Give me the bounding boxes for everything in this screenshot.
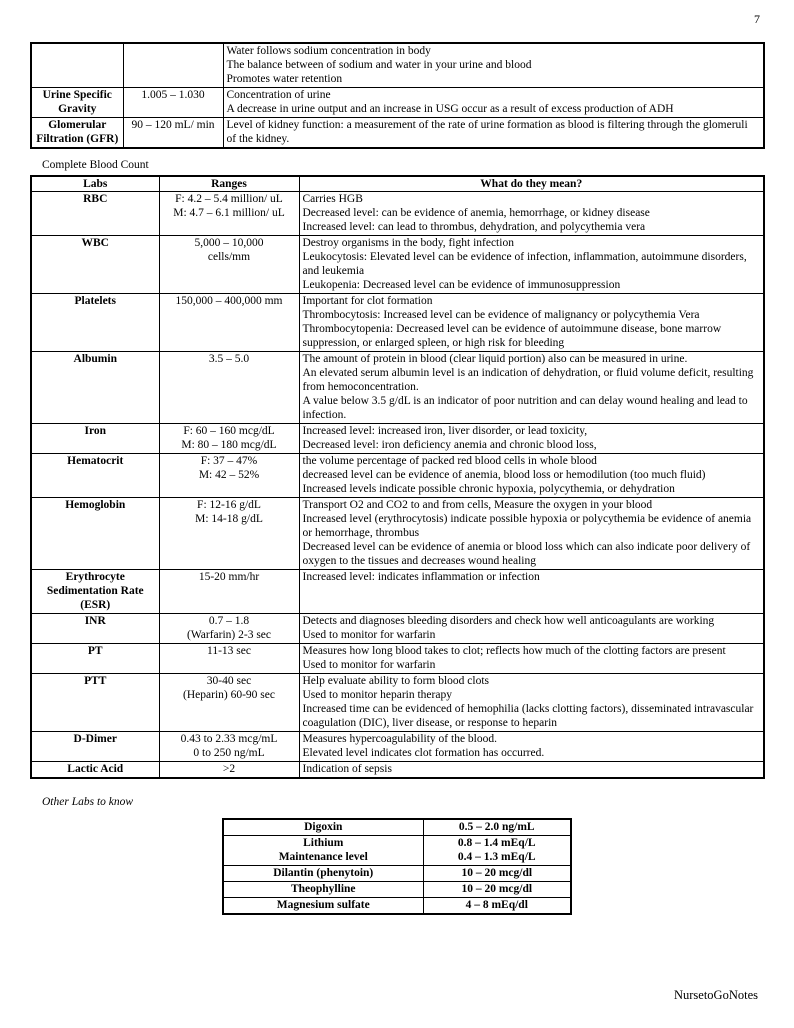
column-header-labs: Labs	[31, 176, 159, 192]
other-labs-section-title: Other Labs to know	[42, 796, 134, 808]
meaning-cell	[223, 118, 764, 149]
text-line: 3.5 – 5.0	[208, 353, 250, 365]
text-line: An elevated serum albumin level is an indication of dehydration, or fluid volume deficit, resulting from hemoconcentration.	[302, 367, 754, 393]
table-row	[223, 819, 571, 836]
range-cell	[123, 43, 223, 88]
drug-name-cell	[223, 836, 423, 866]
text-line: M: 4.7 – 6.1 million/ uL	[173, 207, 285, 219]
cbc-table-head	[31, 176, 764, 192]
text-line: 4 – 8 mEq/dl	[465, 899, 528, 911]
text-line: Increased time can be evidenced of hemophilia (lacks clotting factors), disseminated intravascular coagulation (DIC), liver disease, or response to heparin	[302, 703, 754, 729]
text-line: Increased levels indicate possible chronic hypoxia, polycythemia, or dehydration	[302, 483, 675, 495]
text-line: Help evaluate ability to form blood clots	[302, 675, 490, 687]
text-line: Used to monitor for warfarin	[302, 659, 436, 671]
text-line: Promotes water retention	[226, 73, 343, 85]
drug-name-cell	[223, 866, 423, 882]
range-cell	[159, 352, 299, 424]
lab-name-cell: Hematocrit	[31, 454, 159, 498]
text-line: Transport O2 and CO2 to and from cells, Measure the oxygen in your blood	[302, 499, 653, 511]
lab-name-cell: Urine Specific Gravity	[31, 88, 123, 118]
table-row	[31, 88, 764, 118]
text-line: 10 – 20 mcg/dl	[461, 883, 533, 895]
text-line: decreased level can be evidence of anemia, blood loss or hemodilution (too much fluid)	[302, 469, 706, 481]
text-line: 30-40 sec	[206, 675, 252, 687]
page-number: 7	[754, 12, 760, 26]
range-cell	[159, 236, 299, 294]
meaning-cell	[223, 43, 764, 88]
meaning-cell	[299, 294, 764, 352]
text-line: Measures hypercoagulability of the blood.	[302, 733, 497, 745]
meaning-cell	[299, 352, 764, 424]
text-line: Increased level (erythrocytosis) indicate possible hypoxia or polycythemia be evidence of anemia or hemorrhage, thrombus	[302, 513, 752, 539]
text-line: Thrombocytopenia: Decreased level can be evidence of autoimmune disease, bone marrow suppression, or enlarged spleen, or high risk for bleeding	[302, 323, 722, 349]
text-line: M: 42 – 52%	[198, 469, 260, 481]
range-cell: 1.005 – 1.030	[123, 88, 223, 118]
text-line: Concentration of urine	[226, 89, 331, 101]
table-row	[223, 836, 571, 866]
drug-range-cell	[423, 836, 571, 866]
range-cell	[159, 732, 299, 762]
meaning-cell	[299, 614, 764, 644]
text-line: Increased level: indicates inflammation or infection	[302, 571, 540, 583]
table-row	[31, 674, 764, 732]
table-row	[223, 866, 571, 882]
cbc-section-title: Complete Blood Count	[42, 159, 149, 171]
text-line: Elevated level indicates clot formation has occurred.	[302, 747, 545, 759]
text-line: 10 – 20 mcg/dl	[461, 867, 533, 879]
meaning-cell	[299, 644, 764, 674]
table-row	[223, 882, 571, 898]
text-line: 15-20 mm/hr	[198, 571, 260, 583]
lab-name-cell: PT	[31, 644, 159, 674]
text-line: 0.43 to 2.33 mcg/mL	[180, 733, 278, 745]
text-line: M: 80 – 180 mcg/dL	[181, 439, 277, 451]
table-row	[31, 118, 764, 149]
text-line: Lithium	[303, 837, 344, 849]
lab-name-cell: Glomerular Filtration (GFR)	[31, 118, 123, 149]
drug-range-cell	[423, 898, 571, 915]
range-cell	[159, 454, 299, 498]
lab-name-cell	[31, 43, 123, 88]
table-row	[31, 454, 764, 498]
text-line: Important for clot formation	[302, 295, 433, 307]
text-line: Detects and diagnoses bleeding disorders and check how well anticoagulants are working	[302, 615, 715, 627]
range-cell	[159, 424, 299, 454]
text-line: F: 37 – 47%	[200, 455, 258, 467]
text-line: 11-13 sec	[207, 645, 251, 657]
text-line: Digoxin	[304, 821, 343, 833]
text-line: 0 to 250 ng/mL	[193, 747, 265, 759]
other-labs-table-body	[223, 819, 571, 914]
text-line: Magnesium sulfate	[276, 899, 370, 911]
text-line: Thrombocytosis: Increased level can be evidence of malignancy or polycythemia Vera	[302, 309, 700, 321]
text-line: Decreased level: can be evidence of anemia, hemorrhage, or kidney disease	[302, 207, 650, 219]
text-line: Maintenance level	[278, 851, 368, 863]
text-line: the volume percentage of packed red blood cells in whole blood	[302, 455, 597, 467]
drug-range-cell	[423, 882, 571, 898]
text-line: 150,000 – 400,000 mm	[175, 295, 283, 307]
range-cell	[159, 644, 299, 674]
text-line: Decreased level can be evidence of anemia or blood loss which can also indicate poor delivery of oxygen to the tissues and decreases wound healing	[302, 541, 751, 567]
text-line: F: 4.2 – 5.4 million/ uL	[175, 193, 283, 205]
text-line: 0.5 – 2.0 ng/mL	[458, 821, 535, 833]
text-line: Measures how long blood takes to clot; reflects how much of the clotting factors are present	[302, 645, 726, 657]
table-row	[31, 424, 764, 454]
text-line: Water follows sodium concentration in body	[226, 45, 431, 57]
header-row	[31, 176, 764, 192]
text-line: 0.8 – 1.4 mEq/L	[457, 837, 536, 849]
text-line: Decreased level: iron deficiency anemia and chronic blood loss,	[302, 439, 597, 451]
text-line: The amount of protein in blood (clear liquid portion) also can be measured in urine.	[302, 353, 688, 365]
drug-name-cell	[223, 882, 423, 898]
meaning-cell	[299, 192, 764, 236]
text-line: Increased level: increased iron, liver disorder, or lead toxicity,	[302, 425, 588, 437]
table-row	[31, 236, 764, 294]
text-line: Increased level: can lead to thrombus, dehydration, and polycythemia vera	[302, 221, 646, 233]
lab-name-cell: Hemoglobin	[31, 498, 159, 570]
meaning-cell	[299, 236, 764, 294]
text-line: Used to monitor heparin therapy	[302, 689, 452, 701]
range-cell	[159, 614, 299, 644]
range-cell	[159, 570, 299, 614]
text-line: A decrease in urine output and an increase in USG occur as a result of excess production of ADH	[226, 103, 674, 115]
table-row	[31, 192, 764, 236]
table-row	[31, 498, 764, 570]
lab-name-cell: Erythrocyte Sedimentation Rate (ESR)	[31, 570, 159, 614]
drug-name-cell	[223, 898, 423, 915]
text-line: M: 14-18 g/dL	[195, 513, 263, 525]
table-row	[31, 43, 764, 88]
meaning-cell	[299, 570, 764, 614]
text-line: Dilantin (phenytoin)	[273, 867, 374, 879]
text-line: Theophylline	[290, 883, 356, 895]
table-row	[31, 762, 764, 779]
text-line: The balance between of sodium and water in your urine and blood	[226, 59, 532, 71]
footer-brand: NursetoGoNotes	[673, 988, 758, 1002]
meaning-cell	[299, 762, 764, 779]
text-line: A value below 3.5 g/dL is an indicator of poor nutrition and can delay wound healing and lead to infection.	[302, 395, 748, 421]
drug-range-cell	[423, 866, 571, 882]
table-row	[31, 644, 764, 674]
meaning-cell	[299, 498, 764, 570]
column-header-meaning: What do they mean?	[299, 176, 764, 192]
text-line: cells/mm	[207, 251, 251, 263]
lab-name-cell: INR	[31, 614, 159, 644]
range-cell	[159, 762, 299, 779]
lab-name-cell: PTT	[31, 674, 159, 732]
meaning-cell	[299, 732, 764, 762]
lab-name-cell: RBC	[31, 192, 159, 236]
text-line: Destroy organisms in the body, fight infection	[302, 237, 514, 249]
text-line: F: 60 – 160 mcg/dL	[183, 425, 275, 437]
range-cell	[159, 294, 299, 352]
text-line: Indication of sepsis	[302, 763, 392, 775]
lab-name-cell: WBC	[31, 236, 159, 294]
meaning-cell	[223, 88, 764, 118]
text-line: 5,000 – 10,000	[194, 237, 264, 249]
lab-name-cell: D-Dimer	[31, 732, 159, 762]
range-cell: 90 – 120 mL/ min	[123, 118, 223, 149]
range-cell	[159, 498, 299, 570]
text-line: (Heparin) 60-90 sec	[183, 689, 275, 701]
text-line: Leukocytosis: Elevated level can be evidence of infection, inflammation, autoimmune disorders, and leukemia	[302, 251, 747, 277]
range-cell	[159, 192, 299, 236]
complete-blood-count-table	[30, 175, 765, 779]
text-line: Carries HGB	[302, 193, 363, 205]
table-row	[223, 898, 571, 915]
text-line: 0.4 – 1.3 mEq/L	[457, 851, 536, 863]
text-line: (Warfarin) 2-3 sec	[187, 629, 271, 641]
lab-name-cell: Albumin	[31, 352, 159, 424]
meaning-cell	[299, 424, 764, 454]
text-line: Level of kidney function: a measurement of the rate of urine formation as blood is filtering through the glomeruli of the kidney.	[226, 119, 748, 145]
table-row	[31, 352, 764, 424]
text-line: F: 12-16 g/dL	[197, 499, 261, 511]
text-line: Used to monitor for warfarin	[302, 629, 436, 641]
fluid-balance-table-body	[31, 43, 764, 148]
lab-name-cell: Iron	[31, 424, 159, 454]
meaning-cell	[299, 674, 764, 732]
drug-name-cell	[223, 819, 423, 836]
lab-name-cell: Lactic Acid	[31, 762, 159, 779]
cbc-table-body	[31, 192, 764, 779]
table-row	[31, 732, 764, 762]
meaning-cell	[299, 454, 764, 498]
text-line: >2	[222, 763, 236, 775]
text-line: 0.7 – 1.8	[208, 615, 250, 627]
other-labs-table	[222, 818, 572, 915]
lab-name-cell: Platelets	[31, 294, 159, 352]
column-header-ranges: Ranges	[159, 176, 299, 192]
drug-range-cell	[423, 819, 571, 836]
table-row	[31, 294, 764, 352]
fluid-balance-table	[30, 42, 765, 149]
text-line: Leukopenia: Decreased level can be evidence of immunosuppression	[302, 279, 621, 291]
table-row	[31, 614, 764, 644]
range-cell	[159, 674, 299, 732]
table-row	[31, 570, 764, 614]
